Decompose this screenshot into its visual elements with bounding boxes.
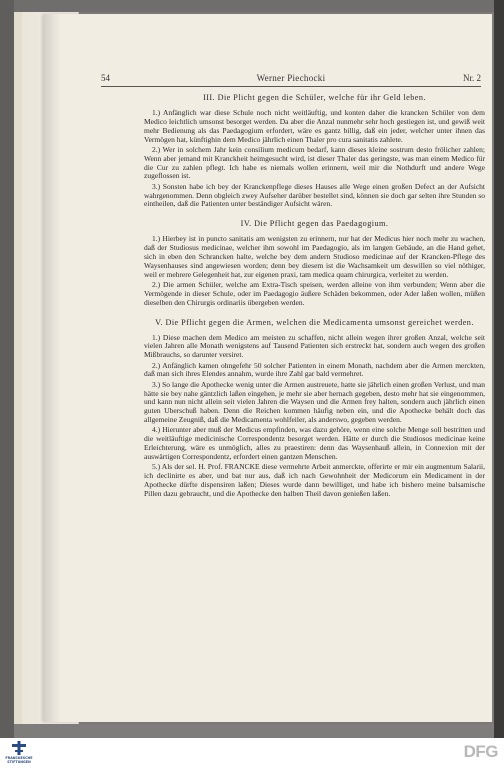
scanner-frame-top [0, 0, 504, 12]
section-heading-iv: IV. Die Pflicht gegen das Paedagogium. [240, 219, 389, 229]
paragraph: 1.) Diese machen dem Medico am meisten zu schaffen, nicht allein wegen ihrer großen Anzal, welche seit vielen Jahren alle Monath wenigstens auf Tausend Patienten sich erstreckt hat, sondern auch wegen des großen Mißbrauchs, so darunter versiret. [144, 332, 485, 360]
issue-number: Nr. 2 [463, 73, 481, 83]
section-heading-iii: III. Die Plicht gegen die Schüler, welche für ihr Geld leben. [203, 93, 426, 102]
paragraph: 4.) Hierunter aber muß der Medicus empfinden, was dazu gehöre, wenn eine solche Menge soll bestritten und die weitläuftige medicinische Correspondentz besorget werden. Hätte er durch die Studiosos medicinae keine Erleichterung, wäre es unmöglich, alles zu praestiren: denn das Waysenhauß allein, in Connexion mit der auswärtigen Correspondentz, erfordert einen gantzen Menschen. [144, 425, 485, 461]
paragraph: 2.) Wer in solchem Jahr kein consilium medicum bedarf, kann dieses kleine sostrum desto frölicher zahlen; Wenn aber jemand mit Kranckheit heimgesucht wird, ist dieser Thaler das geringste, was man einem Medico für die Cur zu zahlen pflegt. Ich habe es niemals wollen erinnern, weil mir die Nothdurft und andere Wege zugeflossen ist. [144, 144, 485, 181]
paragraph: 3.) So lange die Apothecke wenig unter die Armen austreuete, hatte sie jährlich einen großen Verlust, und man hätte sie bey nahe gäntzlich laßen eingehen, je mehr sie aber hernach gegeben, desto mehr hat sie eingenommen, und kann nun nicht allein seit vielen Jahren die Waysen und die Armen frey halten, sondern auch jährlich einen guten Uberschuß haben. Denn die Reichen kommen häufig neben ein, und die Apothecke behält doch das allgemeine Zeugniß, daß die Medicamenta wohlfeiler, als anderswo, gegeben werden. [144, 379, 485, 425]
dfg-logo: DFG [463, 742, 498, 761]
paragraph: 2.) Anfänglich kamen ohngefehr 50 solcher Patienten in einem Monath, nachdem aber die Armen merckten, daß man sich ihres Elendes annahm, wurde ihre Zahl gar bald vermehret. [144, 360, 485, 379]
section-heading-v: V. Die Pflicht gegen die Armen, welchen die Medicamenta umsonst gereichet werden. [155, 317, 474, 327]
paragraph: 3.) Sonsten habe ich bey der Kranckenpflege dieses Hauses alle Wege einen großen Defect an der Aufsicht wahrgenommen. Denn obgleich zwey Aufseher darüber bestellet sind, können sie doch gar selten ihre Stunden so eintheilen, daß die Patienten unter beständiger Aufsicht wären. [144, 181, 485, 209]
paragraph: 2.) Die armen Schüler, welche am Extra-Tisch speisen, werden alleine von ihm verbunden; Wenn aber die Vermögende in dieser Schule, oder im Paedagogio äußere Schäden bekommen, oder Ader laßen wollen, müßen dieselben den Chirurgis ordinariis übergeben werden. [144, 280, 485, 307]
running-head [101, 73, 481, 85]
scanner-frame-right [494, 0, 504, 738]
viewer-footer-bar [0, 738, 504, 769]
paragraph: 1.) Anfänglich war diese Schule noch nicht weitläuftig, und konten daher die krancken Schüler von dem Medico leichtlich umsonst besorget werden. Da aber die Anzal nunmehr sehr hoch gestiegen ist, und gewiß weit mehr Bedienung als das Paedagogium erfordert, wäre es gantz billig, daß ein jeder, welcher unter ihnen das Vermögen hat, künftighin dem Medico jährlich einen Thaler pro cura sanitatis zahlete. [144, 108, 485, 144]
gutter-shadow [44, 14, 60, 722]
franckesche-stiftungen-logo [4, 740, 34, 767]
paragraph: 1.) Hierbey ist in puncto sanitatis am wenigsten zu erinnern, nur hat der Medicus hier noch mehr zu wachen, daß der Studiosus medicinae, welcher ihm sowohl im Paedagogio, als im langen Gebäude, an die Hand gehet, sich in eben den Schrancken halte, welche bey dem andern Studioso medicinae auf der Krancken-Pflege des Waysenhauses sind angewiesen worden; denn bey diesem ist die Wachsamkeit um deswillen so viel nöthiger, weil er mehrere Gelegenheit hat, zur eigenen praxi, tam medica quam chirurgica, verleitet zu werden. [144, 234, 485, 279]
header-rule [101, 86, 481, 87]
page-number: 54 [101, 73, 110, 83]
running-head-author: Werner Piechocki [256, 73, 326, 83]
paragraph: 5.) Als der sel. H. Prof. FRANCKE diese vermehrte Arbeit anmerckte, offerirte er mir ein augmentum Salarii, ich declinirte es aber, und bat nur aus, daß ich nach Gewohnheit der Medicorum ein Medicament in der Apothecke dürfte dispensiren laßen; Dieses wurde dann bewilliget, und habe ich bishero meine balsamische Pillen dazu gebraucht, und die Apothecke den halben Theil davon genießen laßen. [144, 462, 485, 498]
page-body [144, 93, 485, 499]
scanner-frame-left [0, 0, 14, 738]
institution-logo-icon [12, 741, 26, 755]
logo-text: FRANCKESCHE STIFTUNGEN [5, 756, 33, 764]
